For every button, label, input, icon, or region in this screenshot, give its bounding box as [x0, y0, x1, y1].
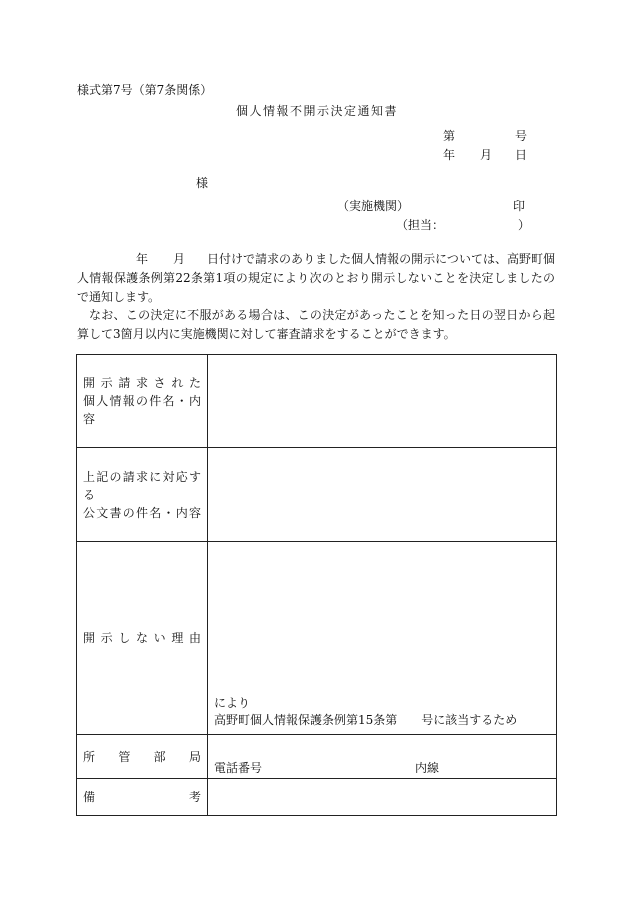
row-label [77, 779, 208, 816]
doc-number-suffix: 号 [515, 129, 528, 143]
contact-close: ） [518, 218, 531, 232]
label-text: 開示しない理由 [83, 631, 201, 645]
date-day: 日 [515, 148, 528, 162]
table-row [77, 735, 557, 779]
reason-field[interactable] [208, 542, 557, 735]
para-year: 年 [136, 252, 149, 266]
date-year: 年 [443, 148, 456, 162]
reason-text-1: により [214, 696, 251, 710]
row-label [77, 735, 208, 779]
para-month: 月 [173, 252, 186, 266]
label-line: 公文書の件名・内容 [83, 505, 201, 520]
label-line: 上記の請求に対応する [83, 469, 201, 502]
para2: なお、この決定に不服がある場合は、この決定があったことを知った日の翌日から起算して3箇月以内に実施機関に対して審査請求をすることができます。 [77, 308, 555, 341]
phone-label: 電話番号 [214, 761, 263, 775]
row-label [77, 355, 208, 448]
para1-line1: 日付けで請求のありました個人情報の開示については、高野町個 [207, 252, 555, 266]
label-text: 備考 [83, 790, 201, 804]
doc-number-prefix: 第 [443, 129, 456, 143]
requested-info-field[interactable] [208, 355, 557, 448]
label-line: 個人情報の件名・内容 [83, 394, 201, 426]
remarks-field[interactable] [208, 779, 557, 816]
reason-text-2: 高野町個人情報保護条例第15条第 号に該当するため [214, 713, 518, 727]
table-row [77, 355, 557, 448]
agency-label: （実施機関） [337, 199, 410, 213]
form-number: 様式第7号（第7条関係） [77, 83, 213, 97]
table-row [77, 542, 557, 735]
seal-mark: 印 [513, 199, 526, 213]
extension-label: 内線 [415, 761, 440, 775]
row-label [77, 542, 208, 735]
public-document-field[interactable] [208, 448, 557, 542]
label-line: 開示請求された [83, 376, 201, 390]
contact-open: （担当： [396, 218, 445, 232]
addressee-suffix: 様 [196, 176, 209, 190]
label-text: 所管部局 [83, 749, 201, 764]
date-month: 月 [480, 148, 493, 162]
para1-rest: 人情報保護条例第22条第1項の規定により次のとおり開示しないことを決定しましたので通知します。 [77, 271, 555, 304]
table-row [77, 779, 557, 816]
row-label [77, 448, 208, 542]
document-title: 個人情報不開示決定通知書 [236, 104, 399, 118]
department-field[interactable] [208, 735, 557, 779]
table-row [77, 448, 557, 542]
decision-table [76, 354, 557, 816]
